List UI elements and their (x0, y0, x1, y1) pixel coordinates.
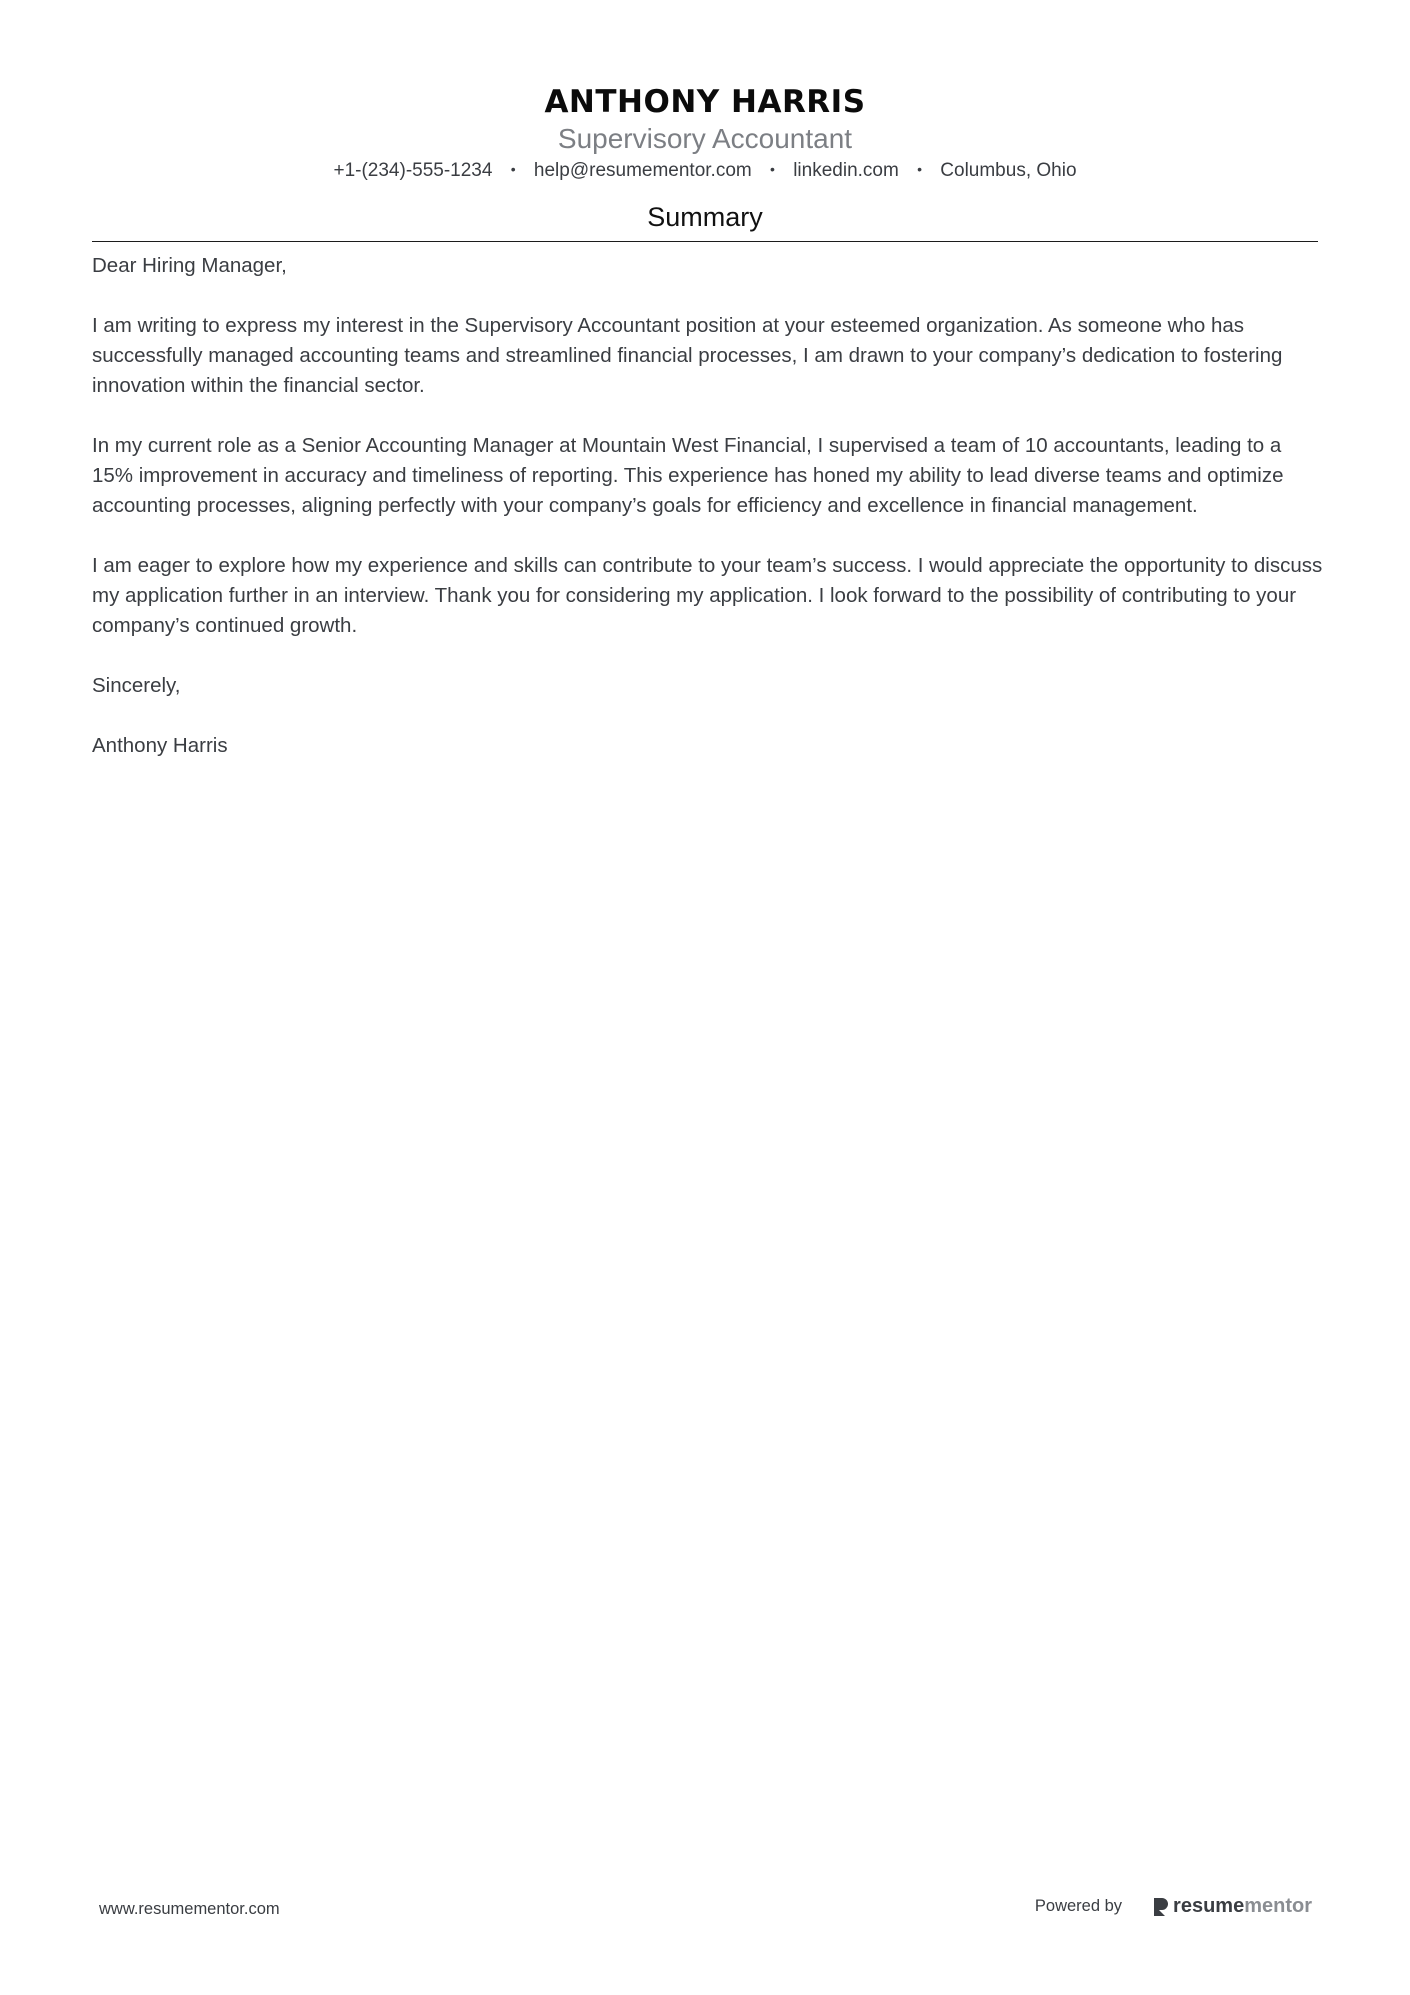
job-title: Supervisory Accountant (557, 123, 853, 154)
letter-closing: Sincerely, (92, 674, 181, 697)
contact-location: Columbus, Ohio (940, 160, 1077, 182)
letter-greeting: Dear Hiring Manager, (92, 254, 287, 277)
section-title: Summary (647, 202, 763, 232)
contact-linkedin[interactable]: linkedin.com (793, 160, 899, 182)
letter-signature: Anthony Harris (92, 734, 228, 757)
contact-separator: • (770, 161, 775, 177)
contact-phone: +1-(234)-555-1234 (333, 160, 493, 182)
candidate-name: ANTHONY HARRIS (544, 84, 866, 120)
header (92, 82, 1318, 185)
powered-by-label: Powered by (1034, 1897, 1123, 1915)
section-divider (92, 241, 1318, 242)
footer-branding (1035, 1895, 1312, 1918)
letter-paragraph: In my current role as a Senior Accounting Manager at Mountain West Financial, I supervised a team of 10 accountants, leading to a 15% improvement in accuracy and timeliness of reporting. This experience has honed my ability to lead diverse teams and optimize accounting processes, aligning perfectly with your company’s goals for efficiency and excellence in financial management. (92, 434, 1284, 517)
contact-line (92, 157, 1318, 185)
letter-paragraph: I am writing to express my interest in the Supervisory Accountant position at your esteemed organization. As someone who has successfully managed accounting teams and streamlined financial processes, I am drawn to your company’s dedication to fostering innovation within the financial sector. (92, 314, 1283, 397)
brand-name-part2: mentor (1244, 1895, 1312, 1917)
brand-name-part1: resume (1173, 1895, 1245, 1917)
resumementor-logo-icon (1152, 1896, 1169, 1918)
contact-separator: • (917, 161, 922, 177)
contact-separator: • (510, 161, 516, 177)
brand-logo[interactable] (1152, 1895, 1312, 1918)
contact-email[interactable]: help@resumementor.com (533, 160, 752, 182)
letter-paragraph: I am eager to explore how my experience and skills can contribute to your team’s success. I would appreciate the opportunity to discuss my application further in an interview. Thank you for considering my application. I look forward to the possibility of contributing to your company’s continued growth. (92, 554, 1323, 637)
letter-body (92, 251, 1324, 791)
footer-website[interactable]: www.resumementor.com (99, 1900, 280, 1918)
